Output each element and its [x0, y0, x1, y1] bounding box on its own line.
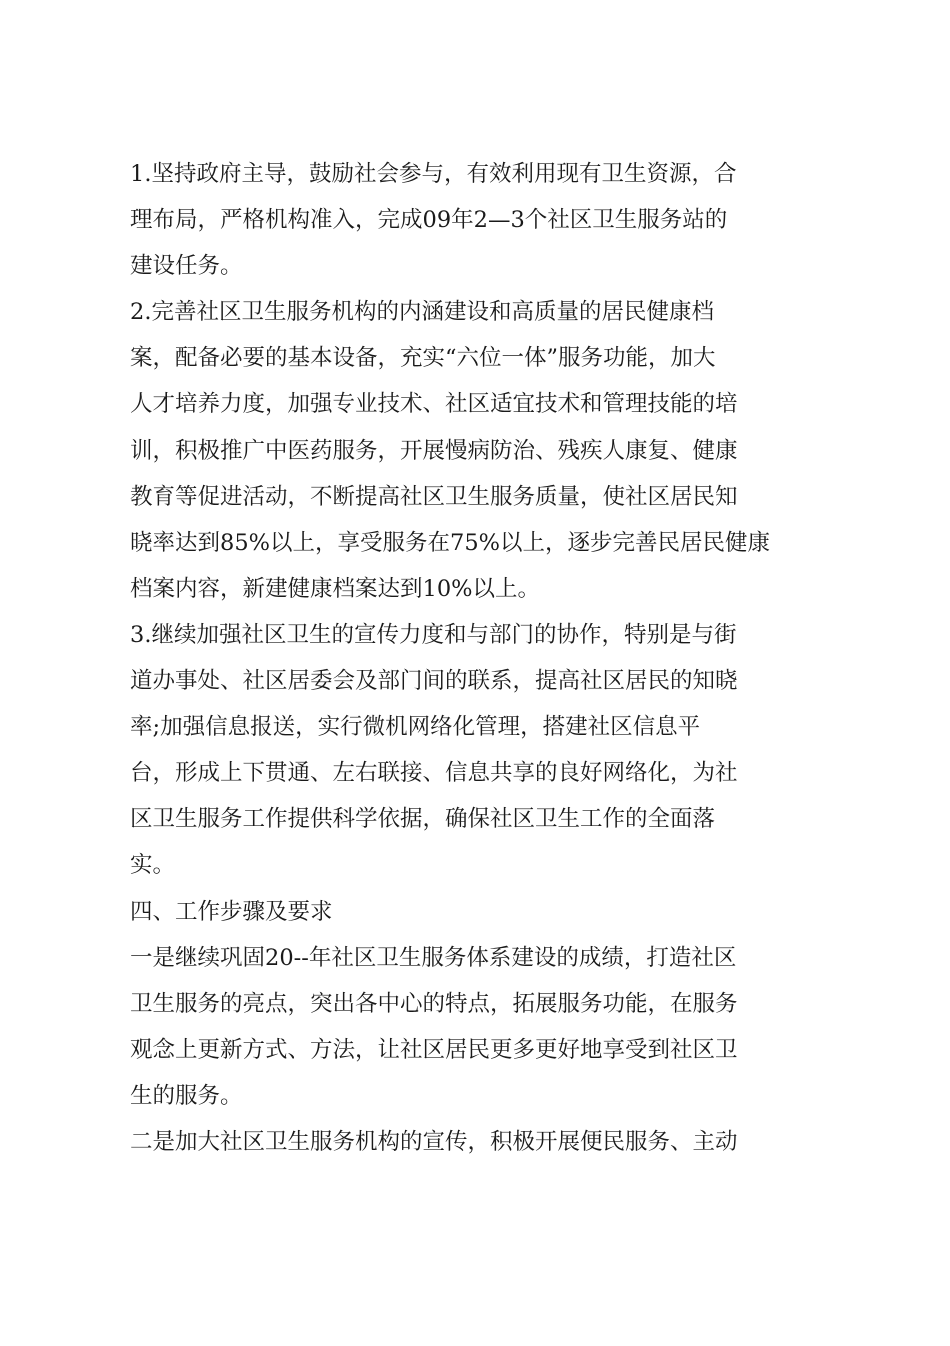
text-line: 二是加大社区卫生服务机构的宣传，积极开展便民服务、主动 [130, 1128, 738, 1155]
text-line: 2.完善社区卫生服务机构的内涵建设和高质量的居民健康档 [130, 299, 714, 326]
text-line: 生的服务。 [130, 1082, 243, 1109]
text-line: 一是继续巩固20--年社区卫生服务体系建设的成绩，打造社区 [130, 944, 737, 971]
text-line: 案，配备必要的基本设备，充实“六位一体”服务功能，加大 [130, 345, 716, 372]
text-line: 道办事处、社区居委会及部门间的联系，提高社区居民的知晓 [130, 668, 738, 695]
text-line: 档案内容，新建健康档案达到10%以上。 [130, 575, 541, 602]
text-line: 卫生服务的亮点，突出各中心的特点，拓展服务功能，在服务 [130, 990, 738, 1017]
text-line: 训，积极推广中医药服务，开展慢病防治、残疾人康复、健康 [130, 437, 738, 464]
text-line: 率;加强信息报送，实行微机网络化管理，搭建社区信息平 [130, 714, 701, 741]
section-heading: 四、工作步骤及要求 [130, 898, 333, 925]
text-line: 教育等促进活动，不断提高社区卫生服务质量，使社区居民知 [130, 483, 738, 510]
text-line: 实。 [130, 852, 176, 879]
text-line: 理布局，严格机构准入，完成09年2—3个社区卫生服务站的 [130, 207, 728, 234]
document-body [130, 151, 830, 1165]
text-line: 建设任务。 [130, 253, 243, 280]
text-line: 人才培养力度，加强专业技术、社区适宜技术和管理技能的培 [130, 391, 738, 418]
text-line: 观念上更新方式、方法，让社区居民更多更好地享受到社区卫 [130, 1036, 738, 1063]
text-line: 晓率达到85%以上，享受服务在75%以上，逐步完善民居民健康 [130, 529, 771, 556]
text-line: 区卫生服务工作提供科学依据，确保社区卫生工作的全面落 [130, 806, 716, 833]
text-line: 3.继续加强社区卫生的宣传力度和与部门的协作，特别是与街 [130, 621, 737, 648]
text-line: 台，形成上下贯通、左右联接、信息共享的良好网络化，为社 [130, 760, 738, 787]
text-line: 1.坚持政府主导，鼓励社会参与，有效利用现有卫生资源，合 [130, 161, 737, 187]
